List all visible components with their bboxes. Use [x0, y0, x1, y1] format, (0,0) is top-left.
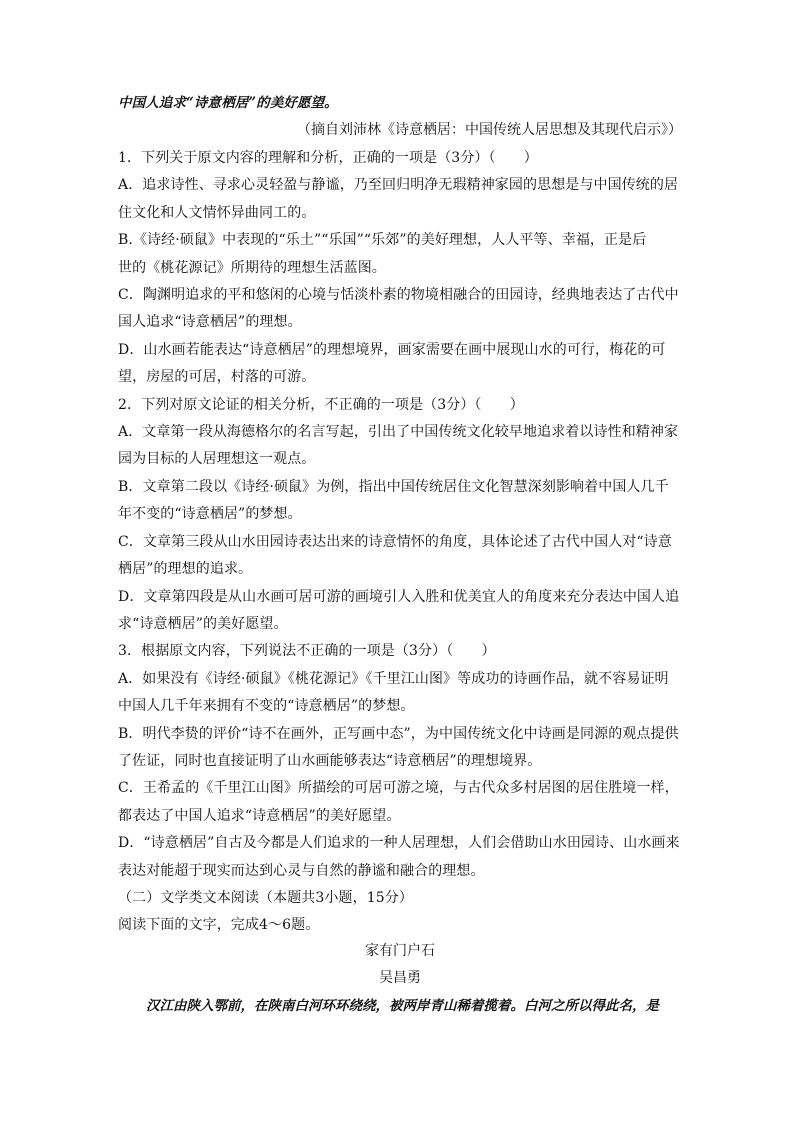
text-line: A．文章第一段从海德格尔的名言写起，引出了中国传统文化较早地追求着以诗性和精神家 [118, 424, 679, 441]
text-line: C．王希孟的《千里江山图》所描绘的可居可游之境，与古代众多村居图的居住胜境一样， [118, 780, 679, 797]
text-line: C．陶渊明追求的平和悠闲的心境与恬淡朴素的物境相融合的田园诗，经典地表达了古代中 [118, 287, 679, 304]
text-line: C．文章第三段从山水田园诗表达出来的诗意情怀的角度，具体论述了古代中国人对“诗意 [118, 533, 672, 550]
text-line: 中国人几千年来拥有不变的“诗意栖居”的梦想。 [118, 698, 415, 715]
text-line: B．明代李贽的评价“诗不在画外，正写画中态”，为中国传统文化中诗画是同源的观点提供 [118, 725, 679, 742]
story-author: 吴昌勇 [379, 970, 421, 986]
intro-line: 中国人追求“诗意栖居”的美好愿望。 [118, 95, 338, 111]
text-line: D．文章第四段是从山水画可居可游的画境引人入胜和优美宜人的角度来充分表达中国人追 [118, 588, 680, 605]
story-title: 家有门户石 [365, 943, 435, 959]
text-line: 住文化和人文情怀异曲同工的。 [118, 204, 316, 221]
text-line: 国人追求“诗意栖居”的理想。 [118, 314, 302, 331]
text-line: B.《诗经·硕鼠》中表现的“乐土”“乐国”“乐郊”的美好理想，人人平等、幸福，正是后 [118, 232, 647, 249]
text-line: 世的《桃花源记》所期待的理想生活蓝图。 [118, 259, 386, 276]
text-line: 年不变的“诗意栖居”的梦想。 [118, 506, 302, 523]
text-line: 1．下列关于原文内容的理解和分析，正确的一项是（3分）（ ） [118, 150, 538, 166]
text-line: （二）文学类文本阅读（本题共3小题，15分） [118, 889, 413, 906]
question-text [118, 145, 682, 940]
text-line: 表达对能超于现实而达到心灵与自然的静谧和融合的理想。 [118, 862, 485, 879]
text-line: D．山水画若能表达“诗意栖居”的理想境界，画家需要在画中展现山水的可行，梅花的可 [118, 341, 666, 358]
text-line: 园为目标的人居理想这一观点。 [118, 451, 316, 468]
story-first-line: 汉江由陕入鄂前，在陕南白河环环绕绕，被两岸青山稀着揽着。白河之所以得此名，是 [146, 998, 659, 1014]
source-citation: （摘自刘沛林《诗意栖居：中国传统人居思想及其现代启示》） [297, 122, 682, 138]
text-line: 了佐证，同时也直接证明了山水画能够表达“诗意栖居”的理想境界。 [118, 752, 542, 769]
text-line: A．追求诗性、寻求心灵轻盈与静谧，乃至回归明净无瑕精神家园的思想是与中国传统的居 [118, 177, 679, 194]
text-line: 求“诗意栖居”的美好愿望。 [118, 615, 288, 632]
text-line: 都表达了中国人追求“诗意栖居”的美好愿望。 [118, 807, 401, 824]
text-line: B．文章第二段以《诗经·硕鼠》为例，指出中国传统居住文化智慧深刻影响着中国人几千 [118, 478, 669, 495]
text-line: 栖居”的理想的追求。 [118, 561, 253, 578]
text-line: A．如果没有《诗经·硕鼠》《桃花源记》《千里江山图》等成功的诗画作品，就不容易证明 [118, 670, 669, 687]
text-line: D．“诗意栖居”自古及今都是人们追求的一种人居理想，人们会借助山水田园诗、山水画来 [118, 835, 680, 852]
text-line: 望，房屋的可居，村落的可游。 [118, 369, 316, 386]
text-line: 3．根据原文内容，下列说法不正确的一项是（3分）（ ） [118, 643, 496, 660]
text-line: 2．下列对原文论证的相关分析，不正确的一项是（3分）（ ） [118, 396, 524, 413]
text-line: 阅读下面的文字，完成4～6题。 [118, 917, 320, 934]
